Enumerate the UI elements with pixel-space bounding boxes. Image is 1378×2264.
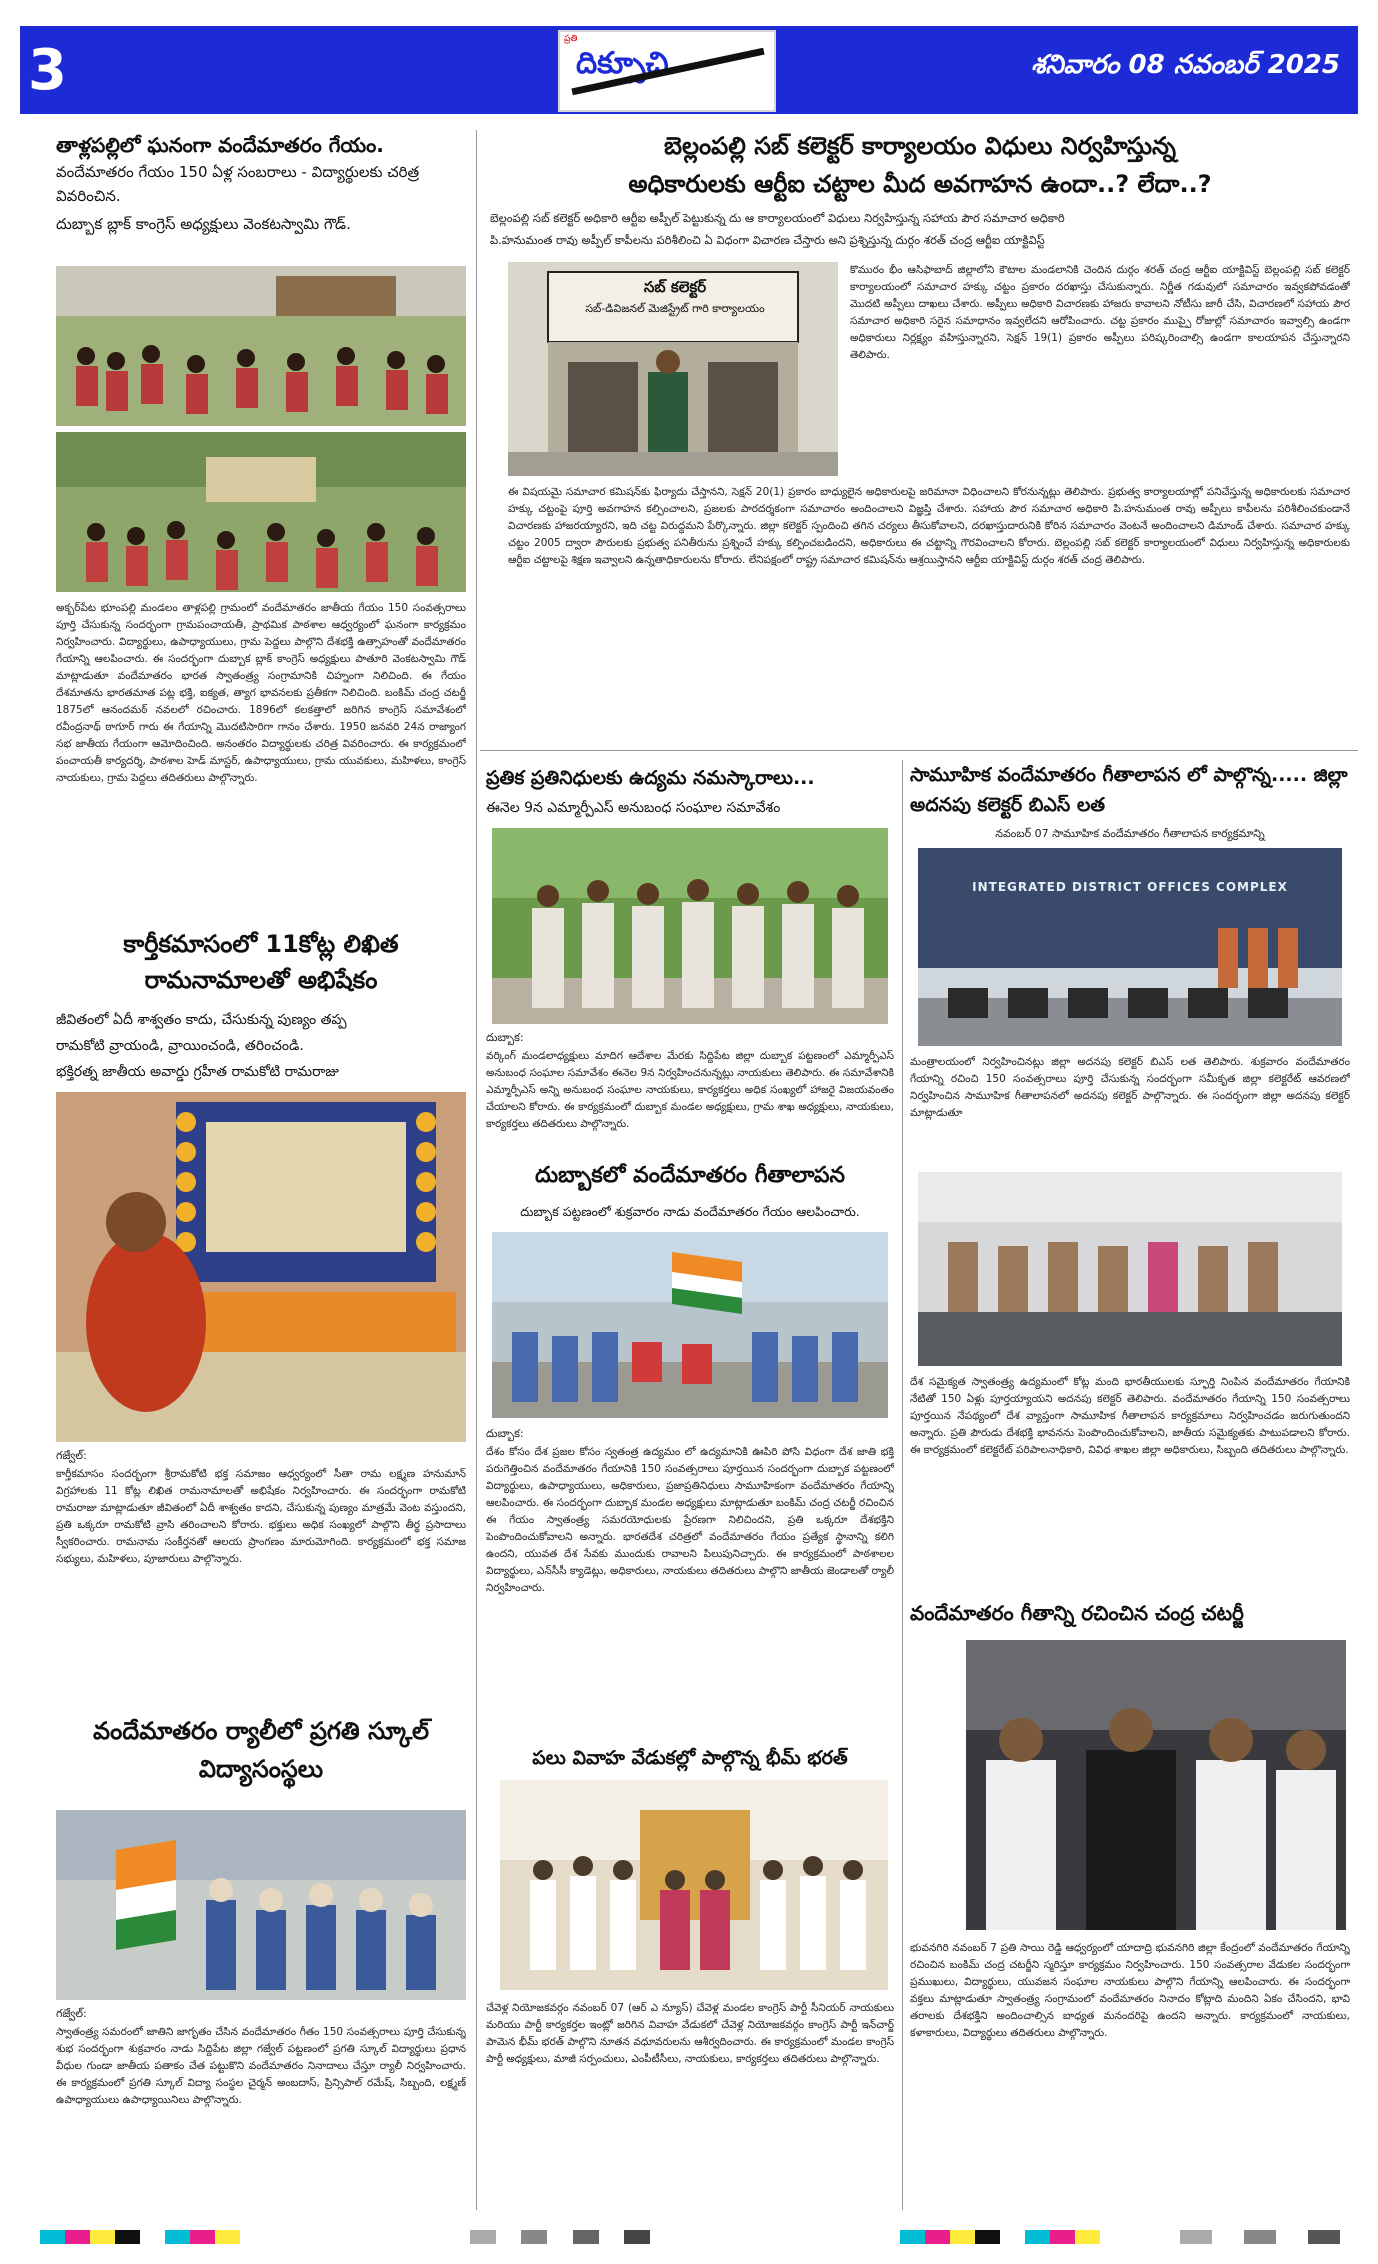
article-subtitle-mrps: ఈనెల 9న ఎమ్మార్పీఎస్ అనుబంధ సంఘాల సమావేశం <box>486 800 781 816</box>
article-body-tallapalli: అక్బర్‌పేట భూంపల్లి మండలం తాళ్లపల్లి గ్రామంలో వందేమాతరం జాతీయ గేయం 150 సంవత్సరాలు పూర్తి చేసుకున్న సందర్భంగా గ్రామపంచాయతీ, ప్రాథమిక పాఠశాల ఆధ్వర్యంలో ఘనంగా కార్యక్రమం నిర్వహించారు. విద్యార్థులు, ఉపాధ్యాయులు, గ్రామ పెద్దలు పాల్గొని దేశభక్తి ఉత్సాహంతో వందేమాతరం గేయాన్ని ఆలపించారు. ఈ సందర్భంగా దుబ్బాక బ్లాక్ కాంగ్రెస్ అధ్యక్షులు పాతూరి వెంకటస్వామి గౌడ్ మాట్లాడుతూ వందేమాతరం భారత స్వాతంత్ర్య సంగ్రామానికి చిహ్నంగా నిలిచింది. ఈ గేయం దేశమాతను భారతమాత పట్ల భక్తి, ఐక్యత, త్యాగ భావనలకు ప్రతీకగా నిలిచింది. బంకిమ్ చంద్ర చటర్జీ 1875లో ఆనందమఠ్ నవలలో రచించారు. 1896లో కలకత్తాలో జరిగిన కాంగ్రెస్ సమావేశంలో రవీంద్రనాథ్ ఠాగూర్ గారు ఈ గేయాన్ని మొదటిసారిగా గానం చేశారు. 1950 జనవరి 24న రాజ్యాంగ సభ జాతీయ గేయంగా ఆమోదించింది. అనంతరం విద్యార్థులకు చరిత్ర వివరించారు. ఈ కార్యక్రమంలో పంచాయతీ కార్యదర్శి, పాఠశాల హెడ్ మాస్టర్, ఉపాధ్యాయులు, గ్రామ యువకులు, మహిళలు, కాంగ్రెస్ నాయకులు, గ్రామ పెద్దలు తదితరులు పాల్గొన్నారు. <box>56 602 466 784</box>
color-registration-bar-mid <box>470 2230 650 2244</box>
article-subtitle-tallapalli: వందేమాతరం గేయం 150 ఏళ్ల సంబరాలు - విద్యార్థులకు చరిత్ర వివరించిన. <box>56 163 420 205</box>
place-dubbaka-1: దుబ్బాక: <box>486 1031 524 1044</box>
color-registration-bar-far-right <box>1180 2230 1340 2244</box>
article-subtitle-ramakoti-3: భక్తిరత్న జాతీయ అవార్డు గ్రహీత రామకోటి రామరాజు <box>56 1064 339 1080</box>
photo-wedding-ceremony <box>500 1780 888 1990</box>
photo-ramakoti-puja <box>56 1092 466 1442</box>
photo-pragathi-rally <box>56 1810 466 2000</box>
article-subtitle-ramakoti-2: రామకోటి వ్రాయండి, వ్రాయించండి, తరించండి. <box>56 1038 304 1054</box>
article-body-bheem-bharath: చేవెళ్ల నియోజకవర్గం నవంబర్ 07 (ఆర్ ఎ న్యూస్) చేవెళ్ల మండల కాంగ్రెస్ పార్టీ సీనియర్ నాయకులు మరియు పార్టీ కార్యకర్తల ఇంట్లో జరిగిన వివాహ వేడుకలో చేవెళ్ల నియోజకవర్గం కాంగ్రెస్ పార్టీ ఇన్‌చార్జ్ పామెన భీమ్ భరత్ పాల్గొని నూతన వధూవరులను ఆశీర్వదించారు. ఈ కార్యక్రమంలో మండల కాంగ్రెస్ పార్టీ అధ్యక్షులు, మాజీ సర్పంచులు, ఎంపీటీసీలు, నాయకులు, కార్యకర్తలు తదితరులు పాల్గొన్నారు. <box>486 2002 894 2065</box>
office-sign-line1: సబ్ కలెక్టర్ <box>643 278 707 296</box>
article-title-dubbaka-vandemataram: దుబ్బాకలో వందేమాతరం గీతాలాపన <box>534 1163 846 1188</box>
newspaper-logo <box>558 30 776 112</box>
photo-collectorate-banner <box>918 848 1342 1046</box>
article-body-chandra-chatterjee: భువనగిరి నవంబర్ 7 ప్రతి సాయి రెడ్డి ఆధ్వర్యంలో యాదాద్రి భువనగిరి జిల్లా కేంద్రంలో వందేమాతరం గేయాన్ని రచించిన బంకిమ్ చంద్ర చటర్జీని స్మరిస్తూ కార్యక్రమం నిర్వహించారు. 150 సంవత్సరాల వేడుకల సందర్భంగా ప్రముఖులు, విద్యార్థులు, యువజన సంఘాల నాయకులు పాల్గొని గేయాన్ని ఆలపించారు. ఈ సందర్భంగా వక్తలు మాట్లాడుతూ స్వాతంత్ర్య సంగ్రామంలో వందేమాతరం నినాదం కోట్లాది మందిని ఏకం చేసిందని, భావి తరాలకు దేశభక్తిని అందించాల్సిన బాధ్యత మనందరిపై ఉందని అన్నారు. కార్యక్రమంలో నాయకులు, కళాకారులు, విద్యార్థులు తదితరులు పాల్గొన్నారు. <box>910 1942 1350 2039</box>
place-dubbaka-2: దుబ్బాక: <box>486 1427 524 1440</box>
color-registration-bar-right <box>900 2230 1100 2244</box>
column-divider-left <box>476 130 477 2210</box>
article-title-pragathi-rally: వందేమాతరం ర్యాలీలో ప్రగతి స్కూల్ విద్యాసంస్థలు <box>93 1717 429 1783</box>
color-registration-bar-left <box>40 2230 240 2244</box>
logo-small-text: ప్రతి <box>564 34 578 44</box>
article-title-collector-latha: సామూహిక వందేమాతరం గీతాలాపన లో పాల్గొన్న..... జిల్లా అదనపు కలెక్టర్ బిఎస్ లత <box>910 764 1348 816</box>
photo-officials-meeting <box>918 1172 1342 1366</box>
article-body-mrps: వర్కింగ్ మండలాధ్యక్షులు మాదిగ ఆదేశాల మేరకు సిద్దిపేట జిల్లా దుబ్బాక పట్టణంలో ఎమ్మార్పీఎస్ అనుబంధ సంఘాల సమావేశం ఈనెల 9న నిర్వహించనున్నట్లు నాయకులు తెలిపారు. ఈ సమావేశానికి ఎమ్మార్పీఎస్ అన్ని అనుబంధ సంఘాల నాయకులు, కార్యకర్తలు అధిక సంఖ్యలో హాజరై విజయవంతం చేయాలని కోరారు. ఈ కార్యక్రమంలో దుబ్బాక మండల అధ్యక్షులు, గ్రామ శాఖ అధ్యక్షులు, నాయకులు, కార్యకర్తలు తదితరులు పాల్గొన్నారు. <box>486 1050 894 1130</box>
photo-mrps-group <box>492 828 888 1024</box>
article-body-pragathi-rally: స్వాతంత్ర్య సమరంలో జాతిని జాగృతం చేసిన వందేమాతరం గీతం 150 సంవత్సరాలు పూర్తి చేసుకున్న శుభ సందర్భంగా శుక్రవారం నాడు సిద్దిపేట జిల్లా గజ్వేల్ పట్టణంలో ప్రగతి స్కూల్ విద్యార్థులు ప్రధాన వీధుల గుండా జాతీయ పతాకం చేత పట్టుకొని వందేమాతరం నినాదాలు చేస్తూ ర్యాలీ నిర్వహించారు. ఈ కార్యక్రమంలో ప్రగతి స్కూల్ విద్యా సంస్థల చైర్మన్ అంబదాస్, ప్రిన్సిపాల్ రమేష్, సిబ్బంది, లక్ష్మణ్ ఉపాధ్యాయులు ఉపాధ్యాయినిలు పాల్గొన్నారు. <box>56 2026 466 2106</box>
article-subtitle-ramakoti-1: జీవితంలో ఏదీ శాశ్వతం కాదు, చేసుకున్న పుణ్యం తప్ప <box>56 1012 347 1028</box>
article-body-collector-latha: మంత్రాలయంలో నిర్వహించినట్లు జిల్లా అదనపు కలెక్టర్ బిఎస్ లత తెలిపారు. శుక్రవారం వందేమాతరం గేయాన్ని రచించి 150 సంవత్సరాలు పూర్తి చేసుకున్న సందర్భంగా సమీకృత జిల్లా కలెక్టరేట్ ఆవరణలో నిర్వహించిన సామూహిక గీతాలాపనలో అదనపు కలెక్టర్ పాల్గొన్నారు. ఈ సందర్భంగా జిల్లా అదనపు కలెక్టర్ మాట్లాడుతూ <box>910 1056 1350 1119</box>
place-gajwel-1: గజ్వేల్: <box>56 1449 87 1462</box>
headline-bellampalli-line2: అధికారులకు ఆర్టీఐ చట్టాల మీద అవగాహన ఉందా..? లేదా..? <box>628 170 1212 198</box>
article-title-mrps: ప్రతిక ప్రతినిధులకు ఉద్యమ నమస్కారాలు... <box>486 767 815 789</box>
article-title-bheem-bharath: పలు వివాహ వేడుకల్లో పాల్గొన్న భీమ్ భరత్ <box>532 1747 848 1769</box>
photo-dubbaka-rally <box>492 1232 888 1418</box>
photo-students-assembly-2 <box>56 432 466 592</box>
headline-bellampalli-line1: బెల్లంపల్లి సబ్ కలెక్టర్ కార్యాలయం విధులు నిర్వహిస్తున్న <box>664 132 1176 160</box>
photo-students-assembly-1 <box>56 266 466 426</box>
place-gajwel-2: గజ్వేల్: <box>56 2007 87 2020</box>
issue-date: శనివారం 08 నవంబర్ 2025 <box>1031 50 1340 80</box>
column-divider-right <box>902 760 903 2210</box>
section-divider-top <box>480 750 1358 751</box>
article-subtitle-dubbaka-vandemataram: దుబ్బాక పట్టణంలో శుక్రవారం నాడు వందేమాతరం గేయం ఆలపించారు. <box>520 1204 860 1219</box>
page-number: 3 <box>28 38 67 103</box>
office-sign-line2: సబ్-డివిజనల్ మెజిస్ట్రేట్ గారి కార్యాలయం <box>585 302 765 315</box>
article-title-tallapalli: తాళ్లపల్లిలో ఘనంగా వందేమాతరం గేయం. <box>56 133 384 157</box>
banner-integrated-district-offices: INTEGRATED DISTRICT OFFICES COMPLEX <box>972 880 1288 894</box>
article-title-ramakoti: కార్తీకమాసంలో 11కోట్ల లిఖిత రామనామాలతో అభిషేకం <box>123 930 399 994</box>
article-body-dubbaka-vandemataram: దేశం కోసం దేశ ప్రజల కోసం స్వతంత్ర ఉద్యమం లో ఉద్యమానికి ఊపిరి పోసి విధంగా దేశ జాతి భక్తి పరుగెత్తించిన వందేమాతరం గేయానికి 150 సంవత్సరాలు పూర్తయిన సందర్భంగా దుబ్బాక పట్టణంలో విద్యార్థులు, ఉపాధ్యాయులు, అధికారులు, ప్రజాప్రతినిధులు సామూహికంగా వందేమాతరం గేయాన్ని ఆలపించారు. ఈ సందర్భంగా దుబ్బాక మండల అధ్యక్షులు మాట్లాడుతూ బంకిమ్ చంద్ర చటర్జీ రచించిన ఈ గేయం స్వాతంత్ర్య సమరయోధులకు ప్రేరణగా నిలిచిందని, ప్రతి ఒక్కరూ దేశభక్తిని పెంపొందించుకోవాలని అన్నారు. భారతదేశ చరిత్రలో వందేమాతరం గేయం ప్రత్యేక స్థానాన్ని కలిగి ఉందని, యువత దేశ సేవకు ముందుకు రావాలని పిలుపునిచ్చారు. ఈ కార్యక్రమంలో పాఠశాలల విద్యార్థులు, ఎన్‌సీసీ క్యాడెట్లు, అధికారులు, నాయకులు తదితరులు పాల్గొని జాతీయ జెండాలతో ర్యాలీ నిర్వహించారు. <box>486 1446 894 1594</box>
article-subtitle-block-president: దుబ్బాక బ్లాక్ కాంగ్రెస్ అధ్యక్షులు వెంకటస్వామి గౌడ్. <box>56 215 351 233</box>
logo-text: దిక్సూచి <box>576 46 669 81</box>
article-body-collector-latha-2: దేశ సమైక్యత స్వాతంత్ర్య ఉద్యమంలో కోట్ల మంది భారతీయులకు స్ఫూర్తి నింపిన వందేమాతరం గేయానికి నేటితో 150 ఏళ్లు పూర్తయ్యాయని అదనపు కలెక్టర్ తెలిపారు. వందేమాతరం గేయాన్ని 150 సంవత్సరాలు పూర్తయిన నేపథ్యంలో దేశ వ్యాప్తంగా సామూహిక గీతాలాపన కార్యక్రమాలు నిర్వహించడం జరుగుతుందని అన్నారు. ప్రతి పౌరుడు దేశభక్తి భావనను పెంపొందించుకోవాలని, జాతీయ సమైక్యతకు పాటుపడాలని కోరారు. ఈ కార్యక్రమంలో కలెక్టరేట్ పరిపాలనాధికారి, వివిధ శాఖల జిల్లా అధికారులు, సిబ్బంది తదితరులు పాల్గొన్నారు. <box>910 1376 1350 1456</box>
subhead-bellampalli-2: పి.హనుమంత రావు అప్పీల్ కాపీలను పరిశీలించి ఏ విధంగా విచారణ చేస్తారు అని ప్రశ్నిస్తున్న దుర్గం శరత్ చంద్ర ఆర్టీఐ యాక్టివిస్ట్ <box>490 233 1045 247</box>
photo-chatterjee-event <box>966 1640 1346 1930</box>
article-body-ramakoti: కార్తీకమాసం సందర్భంగా శ్రీరామకోటి భక్త సమాజం ఆధ్వర్యంలో సీతా రామ లక్ష్మణ హనుమాన్ విగ్రహాలకు 11 కోట్ల లిఖిత రామనామాలతో అభిషేకం నిర్వహించారు. ఈ సందర్భంగా రామకోటి రామరాజు మాట్లాడుతూ జీవితంలో ఏదీ శాశ్వతం కాదని, చేసుకున్న పుణ్యం మాత్రమే వెంట వస్తుందని, ప్రతి ఒక్కరూ రామకోటి వ్రాసి తరించాలని కోరారు. భక్తులు అధిక సంఖ్యలో పాల్గొని తీర్థ ప్రసాదాలు స్వీకరించారు. రామనామ సంకీర్తనతో ఆలయ ప్రాంగణం మారుమోగింది. కార్యక్రమంలో భక్త సమాజ సభ్యులు, మహిళలు, పూజారులు పాల్గొన్నారు. <box>56 1468 466 1565</box>
article-body-bellampalli-full: ఈ విషయమై సమాచార కమిషన్‌కు ఫిర్యాదు చేస్తానని, సెక్షన్ 20(1) ప్రకారం బాధ్యులైన అధికారులపై జరిమానా విధించాలని కోరనున్నట్లు తెలిపారు. ప్రభుత్వ కార్యాలయాల్లో పనిచేస్తున్న అధికారులకు సమాచార హక్కు చట్టంపై పూర్తి అవగాహన కల్పించాలని, ప్రజలకు పారదర్శకంగా సమాచారం అందించాలని విజ్ఞప్తి చేశారు. సహాయ పౌర సమాచార అధికారి పి.హనుమంత రావు అప్పీలు కాపీలను పరిశీలించకుండానే విచారణకు హాజరయ్యారని, ఇది చట్ట విరుద్ధమని పేర్కొన్నారు. జిల్లా కలెక్టర్ స్పందించి తగిన చర్యలు తీసుకోవాలని, దరఖాస్తుదారునికి కోరిన సమాచారం వెంటనే అందించాలని డిమాండ్ చేశారు. సమాచార హక్కు చట్టం 2005 ద్వారా పౌరులకు ప్రభుత్వ పనితీరును ప్రశ్నించే హక్కు కల్పించబడిందని, అధికారులు ఈ చట్టాన్ని గౌరవించాలని కోరారు. బెల్లంపల్లి సబ్ కలెక్టర్ కార్యాలయంలో విధులు నిర్వహిస్తున్న అధికారులకు ఆర్టీఐ చట్టాలపై శిక్షణ ఇవ్వాలని ఉన్నతాధికారులను కోరారు. లేనిపక్షంలో రాష్ట్ర సమాచార కమిషన్‌ను ఆశ్రయిస్తానని ఆర్టీఐ యాక్టివిస్ట్ దుర్గం శరత్ చంద్ర తెలిపారు. <box>508 486 1350 566</box>
article-title-chandra-chatterjee: వందేమాతరం గీతాన్ని రచించిన చంద్ర చటర్జీ <box>910 1601 1244 1625</box>
article-body-bellampalli-right: కొమురం భీం ఆసిఫాబాద్ జిల్లాలోని కౌటాల మండలానికి చెందిన దుర్గం శరత్ చంద్ర ఆర్టీఐ యాక్టివిస్ట్ బెల్లంపల్లి సబ్ కలెక్టర్ కార్యాలయంలో సమాచార హక్కు చట్టం ప్రకారం దరఖాస్తు చేసుకున్నారు. నిర్ణీత గడువులో సమాచారం ఇవ్వకపోవడంతో మొదటి అప్పీలు దాఖలు చేశారు. అప్పీలు అధికారి విచారణకు హాజరు కావాలని నోటీసు జారీ చేసి, విచారణలో సహాయ పౌర సమాచార అధికారి సరైన సమాధానం ఇవ్వలేదని ఆరోపించారు. చట్ట ప్రకారం ముప్పై రోజుల్లో సమాచారం ఇవ్వాల్సి ఉండగా అధికారులు నిర్లక్ష్యం వహిస్తున్నారని, సెక్షన్ 19(1) ప్రకారం అప్పీలు పరిష్కరించాల్సి ఉండగా కాలయాపన చేస్తున్నారని తెలిపారు. <box>850 264 1350 361</box>
subhead-bellampalli-1: బెల్లంపల్లి సబ్ కలెక్టర్ అధికారి ఆర్టీఐ అప్పీల్ పెట్టుకున్న దు ఆ కార్యాలయంలో విధులు నిర్వహిస్తున్న సహాయ పౌర సమాచార అధికారి <box>490 211 1065 225</box>
article-subtitle-collector-latha: నవంబర్ 07 సామూహిక వందేమాతరం గీతాలాపన కార్యక్రమాన్ని <box>995 827 1265 840</box>
